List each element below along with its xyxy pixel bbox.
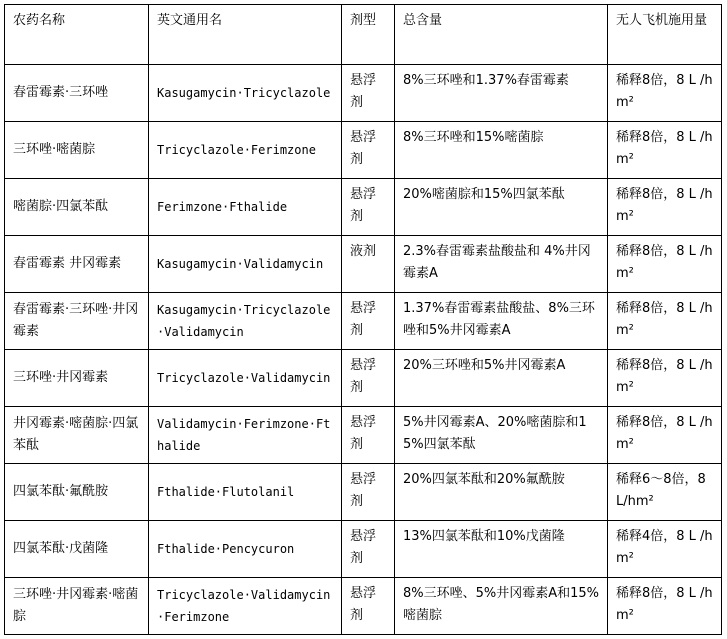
cell-pesticide-name: 井冈霉素·嘧菌腙·四氯苯酞 xyxy=(5,407,149,464)
cell-total-content: 20%三环唑和5%井冈霉素A xyxy=(395,350,608,407)
cell-formulation: 悬浮剂 xyxy=(342,179,395,236)
cell-total-content: 5%井冈霉素A、20%嘧菌腙和15%四氯苯酞 xyxy=(395,407,608,464)
cell-english-name: Kasugamycin·Tricyclazole·Validamycin xyxy=(149,293,342,350)
header-row xyxy=(5,5,722,65)
cell-formulation: 悬浮剂 xyxy=(342,464,395,521)
cell-uav-dosage: 稀释8倍，8 L /hm² xyxy=(608,578,722,635)
cell-total-content: 8%三环唑、5%井冈霉素A和15%嘧菌腙 xyxy=(395,578,608,635)
cell-uav-dosage: 稀释4倍，8 L /hm² xyxy=(608,521,722,578)
table-header xyxy=(5,5,722,65)
cell-english-name: Fthalide·Pencycuron xyxy=(149,521,342,578)
table-body xyxy=(5,65,722,635)
cell-english-name: Ferimzone·Fthalide xyxy=(149,179,342,236)
cell-uav-dosage: 稀释8倍，8 L /hm² xyxy=(608,179,722,236)
cell-formulation: 悬浮剂 xyxy=(342,407,395,464)
cell-formulation: 悬浮剂 xyxy=(342,521,395,578)
cell-english-name: Validamycin·Ferimzone·Fthalide xyxy=(149,407,342,464)
header-total-content: 总含量 xyxy=(395,5,608,65)
cell-formulation: 液剂 xyxy=(342,236,395,293)
cell-english-name: Tricyclazole·Ferimzone xyxy=(149,122,342,179)
cell-uav-dosage: 稀释8倍，8 L /hm² xyxy=(608,407,722,464)
cell-formulation: 悬浮剂 xyxy=(342,122,395,179)
table-row xyxy=(5,65,722,122)
table-row xyxy=(5,179,722,236)
cell-pesticide-name: 四氯苯酞·氟酰胺 xyxy=(5,464,149,521)
cell-pesticide-name: 春雷霉素·三环唑·井冈霉素 xyxy=(5,293,149,350)
table-row xyxy=(5,236,722,293)
cell-formulation: 悬浮剂 xyxy=(342,293,395,350)
pesticide-table xyxy=(4,4,722,635)
cell-english-name: Fthalide·Flutolanil xyxy=(149,464,342,521)
cell-uav-dosage: 稀释8倍，8 L /hm² xyxy=(608,293,722,350)
header-english-name: 英文通用名 xyxy=(149,5,342,65)
cell-pesticide-name: 春雷霉素·三环唑 xyxy=(5,65,149,122)
cell-formulation: 悬浮剂 xyxy=(342,350,395,407)
table-row xyxy=(5,464,722,521)
table-row xyxy=(5,407,722,464)
cell-formulation: 悬浮剂 xyxy=(342,578,395,635)
table-row xyxy=(5,521,722,578)
header-uav-dosage: 无人飞机施用量 xyxy=(608,5,722,65)
cell-formulation: 悬浮剂 xyxy=(342,65,395,122)
cell-uav-dosage: 稀释8倍，8 L /hm² xyxy=(608,236,722,293)
cell-total-content: 13%四氯苯酞和10%戊菌隆 xyxy=(395,521,608,578)
cell-english-name: Kasugamycin·Validamycin xyxy=(149,236,342,293)
cell-pesticide-name: 三环唑·嘧菌腙 xyxy=(5,122,149,179)
cell-english-name: Kasugamycin·Tricyclazole xyxy=(149,65,342,122)
cell-uav-dosage: 稀释8倍，8 L /hm² xyxy=(608,350,722,407)
cell-pesticide-name: 嘧菌腙·四氯苯酞 xyxy=(5,179,149,236)
cell-total-content: 20%四氯苯酞和20%氟酰胺 xyxy=(395,464,608,521)
cell-english-name: Tricyclazole·Validamycin xyxy=(149,350,342,407)
cell-total-content: 8%三环唑和1.37%春雷霉素 xyxy=(395,65,608,122)
header-pesticide-name: 农药名称 xyxy=(5,5,149,65)
cell-uav-dosage: 稀释8倍，8 L /hm² xyxy=(608,65,722,122)
cell-english-name: Tricyclazole·Validamycin·Ferimzone xyxy=(149,578,342,635)
table-row xyxy=(5,293,722,350)
cell-total-content: 1.37%春雷霉素盐酸盐、8%三环唑和5%井冈霉素A xyxy=(395,293,608,350)
cell-total-content: 8%三环唑和15%嘧菌腙 xyxy=(395,122,608,179)
cell-total-content: 2.3%春雷霉素盐酸盐和 4%井冈霉素A xyxy=(395,236,608,293)
table-row xyxy=(5,350,722,407)
cell-uav-dosage: 稀释8倍，8 L /hm² xyxy=(608,122,722,179)
cell-total-content: 20%嘧菌腙和15%四氯苯酞 xyxy=(395,179,608,236)
cell-pesticide-name: 春雷霉素 井冈霉素 xyxy=(5,236,149,293)
cell-pesticide-name: 三环唑·井冈霉素·嘧菌腙 xyxy=(5,578,149,635)
table-row xyxy=(5,122,722,179)
cell-uav-dosage: 稀释6～8倍，8 L/hm² xyxy=(608,464,722,521)
header-formulation: 剂型 xyxy=(342,5,395,65)
cell-pesticide-name: 四氯苯酞·戊菌隆 xyxy=(5,521,149,578)
cell-pesticide-name: 三环唑·井冈霉素 xyxy=(5,350,149,407)
table-row xyxy=(5,578,722,635)
